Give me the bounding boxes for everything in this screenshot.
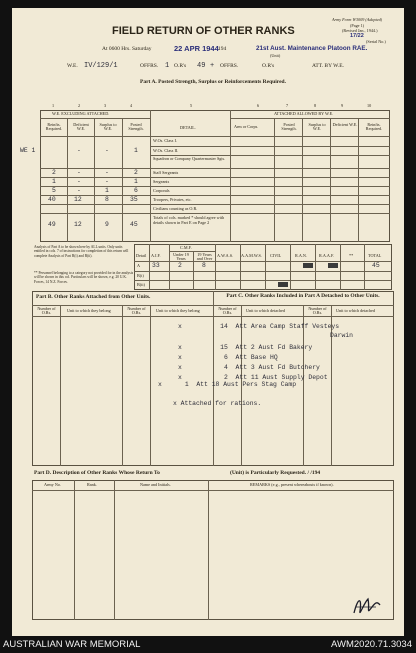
ors-label: O.R's xyxy=(174,63,187,69)
pte-c2: 12 xyxy=(74,196,82,203)
detail-wo2: W.Os. Class II. xyxy=(153,148,179,153)
col-header-surplus-2: Surplus to W.E. xyxy=(308,122,326,132)
offrs-label: OFFRS. xyxy=(140,63,159,69)
analysis-header-other: ** xyxy=(349,253,354,258)
wo2-c2: - xyxy=(77,147,81,154)
part-c-title: Part C. Other Ranks Included in Part A Detached to Other Units. xyxy=(226,293,380,299)
detail-label: DETAIL. xyxy=(180,125,196,130)
detail-pte: Troopers, Privates, etc. xyxy=(153,197,192,202)
we-value: IV/129/1 xyxy=(84,62,118,70)
form-ref-line-4: 17/22 xyxy=(350,33,364,39)
offrs-value: 1 xyxy=(165,62,170,70)
detail-cqms: Squadron or Company Quartermaster Sgts. xyxy=(153,156,226,161)
detail-civilians: Civilians counting as O.R. xyxy=(153,206,198,211)
analysis-header-raaf: R.A.A.F. xyxy=(319,253,335,258)
ssgt-c4: 2 xyxy=(134,169,138,176)
col-header-arm: Arm or Corps. xyxy=(234,124,259,129)
col-number-6: 6 xyxy=(257,103,260,108)
cpl-c2: - xyxy=(77,187,81,194)
date-stamp: 22 APR 1944 xyxy=(174,44,219,53)
part-b-header-unit-1: Unit to which they belong xyxy=(67,308,111,313)
part-b-title: Part B. Other Ranks Attached from Other Units. xyxy=(36,294,151,300)
col-number-3: 3 xyxy=(104,103,107,108)
cpl-c4: 6 xyxy=(134,187,138,194)
sgt-c4: 1 xyxy=(134,178,138,185)
sgt-c3: - xyxy=(105,178,109,185)
col-header-posted: Posted Strength. xyxy=(128,122,144,132)
form-ref-line-1: Army Form W3009 (Adapted) xyxy=(332,17,383,22)
redaction-mark xyxy=(328,263,338,268)
form-ref-line-2: (Page 1) xyxy=(350,23,365,28)
wo2-c1: WE 1 xyxy=(20,147,36,154)
at-label: At 0600 Hrs. Saturday xyxy=(102,46,152,52)
detail-wo1: W.Os. Class I. xyxy=(153,138,177,143)
analysis-a-over19: 8 xyxy=(202,262,206,269)
part-d-header-remarks: REMARKS (e.g., present whereabouts if known). xyxy=(250,482,334,487)
totals-c3: 9 xyxy=(105,221,109,228)
form-ref-line-3: (Revised Jan., 1944.) xyxy=(342,28,378,33)
cpl-c1: 5 xyxy=(52,187,56,194)
unit-label: (Unit) xyxy=(270,53,281,58)
pte-c1: 40 xyxy=(48,196,56,203)
col-number-5: 5 xyxy=(190,103,193,108)
cmf-label: C.M.F. xyxy=(180,245,192,250)
part-c-entry: x 1 Att 18 Aust Pers Stag Camp xyxy=(158,381,297,388)
analysis-row-bii: B(ii) xyxy=(137,282,145,287)
col-number-2: 2 xyxy=(78,103,81,108)
serial-label: (Serial No.) xyxy=(366,39,386,44)
part-d-header-rank: Rank. xyxy=(87,482,97,487)
part-c-entry: x 2 Att 11 Aust Supply Depot xyxy=(178,374,328,381)
form-page xyxy=(12,8,404,636)
pte-c4: 35 xyxy=(130,196,138,203)
totals-c1: 49 xyxy=(48,221,56,228)
footer-accession-number: AWM2020.71.3034 xyxy=(331,639,412,650)
detail-ssgt: Staff Sergeants xyxy=(153,170,179,175)
analysis-row-bi: B(i) xyxy=(137,273,144,278)
analysis-header-total: TOTAL xyxy=(368,253,382,258)
ssgt-c3: - xyxy=(105,169,109,176)
analysis-header-detail: Detail xyxy=(136,253,147,258)
totals-c4: 45 xyxy=(130,221,138,228)
part-c-header-number-1: Number of O.Rs. xyxy=(218,306,237,316)
footer-institution: AUSTRALIAN WAR MEMORIAL xyxy=(3,639,141,650)
part-c-entry: x Attached for rations. xyxy=(173,400,262,407)
col-number-7: 7 xyxy=(286,103,289,108)
year-label: 194 xyxy=(218,46,227,52)
pte-c3: 8 xyxy=(105,196,109,203)
part-d-title-suffix: (Unit) is Particularly Requested. / /194 xyxy=(230,470,321,476)
analysis-header-under19: Under 19 Years xyxy=(173,252,189,262)
detail-cpl: Corporals xyxy=(153,188,170,193)
ors-value: 49 xyxy=(197,62,206,70)
we-label: W.E. xyxy=(67,63,78,69)
part-c-entry: x 4 Att 3 Aust Fd Butchery xyxy=(178,364,320,371)
signature xyxy=(350,593,384,619)
part-b-header-number-1: Number of O.Rs. xyxy=(37,306,56,316)
personnel-note: ** Personnel belonging to a category not provided for in the analysis will be shown in this col. Particulars will be shown, e.g. 20 U.K. Forces, 14 N.Z. Forces. xyxy=(34,271,134,284)
col-number-10: 10 xyxy=(367,103,372,108)
att-label: ATT. BY W.E. xyxy=(312,63,344,69)
attached-label: ATTACHED ALLOWED BY W.E. xyxy=(274,111,334,116)
analysis-note: Analysis of Part A to be shown here by ALL units. Only units entitled in cols. 7 of instructions for completion of this return will complete Analysis of Part B(i) and B(ii). xyxy=(34,245,129,258)
col-header-reinfts-2: Reinfts. Required. xyxy=(365,122,383,132)
col-header-deficient: Deficient W.E. xyxy=(73,122,89,132)
analysis-header-awas: A.W.A.S. xyxy=(217,253,234,258)
part-d-header-army-no: Army No. xyxy=(44,482,61,487)
analysis-a-total: 45 xyxy=(372,262,380,269)
col-header-surplus: Surplus to W.E. xyxy=(99,122,117,132)
col-header-deficient-2: Deficient W.E. xyxy=(332,122,358,127)
totals-c2: 12 xyxy=(74,221,82,228)
ors-label-2: O.R's xyxy=(262,63,275,69)
we-excl-label: W.E. EXCLUDING ATTACHED. xyxy=(52,111,110,116)
part-c-header-unit-1: Unit to which detached xyxy=(246,308,285,313)
analysis-header-ran: R.A.N. xyxy=(295,253,307,258)
col-number-9: 9 xyxy=(341,103,344,108)
part-d-header-name: Name and Initials. xyxy=(140,482,171,487)
part-c-entry: Darwin xyxy=(330,332,354,339)
form-title: FIELD RETURN OF OTHER RANKS xyxy=(112,25,295,37)
analysis-header-civil: CIVIL xyxy=(270,253,282,258)
col-header-posted-2: Posted Strength. xyxy=(281,122,297,132)
analysis-header-aamws: A.A.M.W.S. xyxy=(241,253,262,258)
ors-plus: + xyxy=(210,62,215,70)
col-header-reinfts: Reinfts. Required. xyxy=(45,122,63,132)
wo2-c3: - xyxy=(105,147,109,154)
redaction-mark xyxy=(278,282,288,287)
part-d-title: Part D. Description of Other Ranks Whose Return To xyxy=(34,470,160,476)
offrs-label-2: OFFRS. xyxy=(220,63,239,69)
part-c-header-number-2: Number of O.Rs. xyxy=(308,306,327,316)
part-d-table xyxy=(32,480,394,620)
part-c-entry: x 15 Att 2 Aust Fd Bakery xyxy=(178,344,313,351)
analysis-header-over19: 19 Years and Over xyxy=(196,252,213,262)
analysis-header-aif: A.I.F. xyxy=(151,253,161,258)
part-c-entry: x 14 Att Area Camp Staff Vesteys xyxy=(178,323,340,330)
detail-totals: Totals of cols. marked * should agree with details shown in Part E on Page 2 xyxy=(153,215,225,225)
col-number-1: 1 xyxy=(52,103,55,108)
col-number-8: 8 xyxy=(314,103,317,108)
analysis-a-under19: 2 xyxy=(178,262,182,269)
analysis-a-aif: 33 xyxy=(152,262,160,269)
ssgt-c2: - xyxy=(77,169,81,176)
analysis-row-a: A xyxy=(137,263,141,268)
detail-sgt: Sergeants xyxy=(153,179,170,184)
part-a-title: Part A. Posted Strength, Surplus or Reinforcements Required. xyxy=(140,79,286,85)
col-number-4: 4 xyxy=(130,103,133,108)
redaction-mark xyxy=(303,263,313,268)
part-b-header-unit-2: Unit to which they belong xyxy=(156,308,200,313)
sgt-c2: - xyxy=(77,178,81,185)
ssgt-c1: 2 xyxy=(52,169,56,176)
cpl-c3: 1 xyxy=(105,187,109,194)
part-b-header-number-2: Number of O.Rs. xyxy=(127,306,146,316)
unit-name-stamp: 21st Aust. Maintenance Platoon RAE. xyxy=(256,45,368,52)
wo2-c4: 1 xyxy=(134,147,138,154)
sgt-c1: 1 xyxy=(52,178,56,185)
part-c-entry: x 6 Att Base HQ xyxy=(178,354,278,361)
part-c-header-unit-2: Unit to which detached xyxy=(336,308,375,313)
